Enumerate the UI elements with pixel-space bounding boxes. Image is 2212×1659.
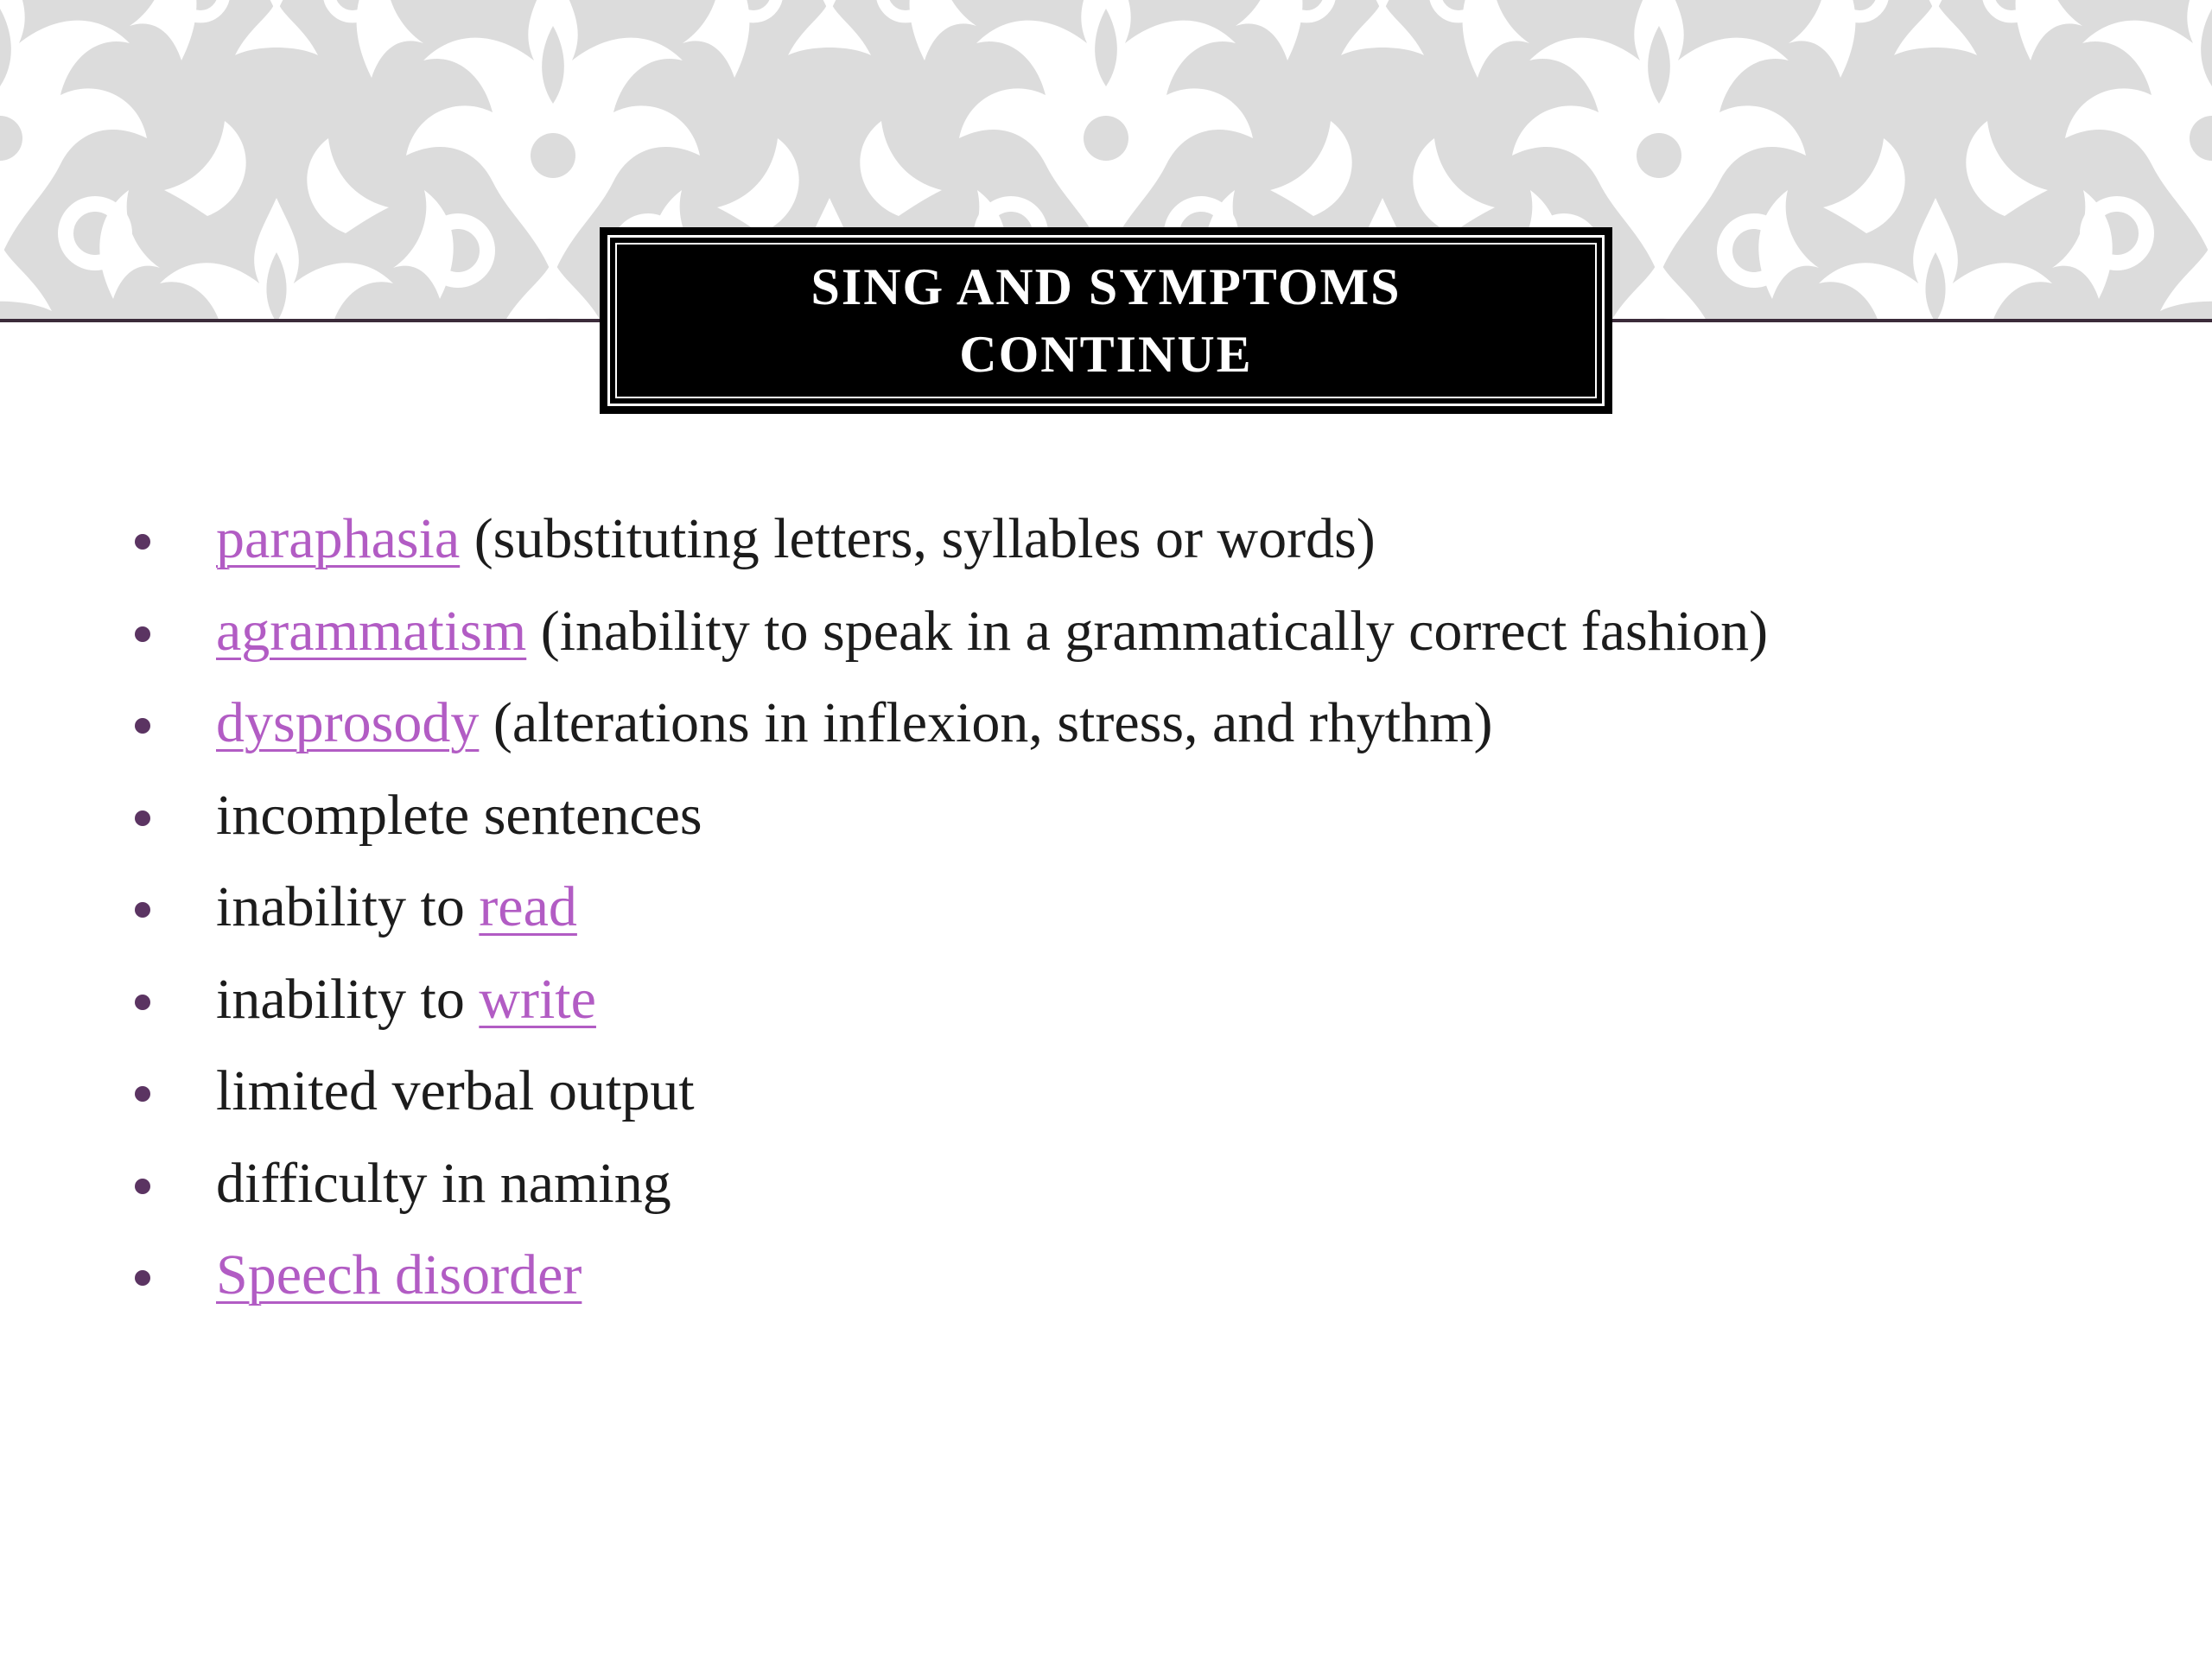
link-speech-disorder[interactable]: Speech disorder <box>216 1243 582 1306</box>
bullet-text: (alterations in inflexion, stress, and rhythm) <box>479 691 1493 754</box>
link-agrammatism[interactable]: agrammatism <box>216 599 527 663</box>
link-paraphasia[interactable]: paraphasia <box>216 507 461 570</box>
list-item <box>130 776 2117 868</box>
link-write[interactable]: write <box>479 967 596 1031</box>
bullet-list <box>130 499 2117 1328</box>
bullet-dot-icon <box>135 1086 150 1102</box>
bullet-text: inability to <box>216 875 480 938</box>
list-item <box>130 1236 2117 1328</box>
bullet-dot-icon <box>135 1270 150 1286</box>
list-item <box>130 499 2117 592</box>
title-frame <box>615 243 1597 398</box>
bullet-dot-icon <box>135 1179 150 1194</box>
bullet-text: inability to <box>216 967 480 1031</box>
slide-title <box>683 253 1529 388</box>
bullet-dot-icon <box>135 718 150 734</box>
bullet-text: (inability to speak in a grammatically correct fashion) <box>526 599 1769 663</box>
title-box <box>600 227 1612 414</box>
list-item <box>130 960 2117 1052</box>
bullet-dot-icon <box>135 902 150 918</box>
bullet-dot-icon <box>135 534 150 550</box>
link-read[interactable]: read <box>479 875 577 938</box>
bullet-text: limited verbal output <box>216 1059 695 1122</box>
bullet-text: difficulty in naming <box>216 1151 671 1215</box>
list-item <box>130 1144 2117 1236</box>
bullet-dot-icon <box>135 995 150 1010</box>
list-item <box>130 592 2117 684</box>
bullet-text: (substituting letters, syllables or words) <box>460 507 1376 570</box>
bullet-dot-icon <box>135 810 150 826</box>
title-line-1: SING AND SYMPTOMS <box>810 258 1402 315</box>
bullet-text: incomplete sentences <box>216 783 702 847</box>
title-line-2: CONTINUE <box>959 326 1253 383</box>
list-item <box>130 683 2117 776</box>
list-item <box>130 1052 2117 1144</box>
list-item <box>130 868 2117 960</box>
bullet-dot-icon <box>135 626 150 642</box>
link-dysprosody[interactable]: dysprosody <box>216 691 480 754</box>
